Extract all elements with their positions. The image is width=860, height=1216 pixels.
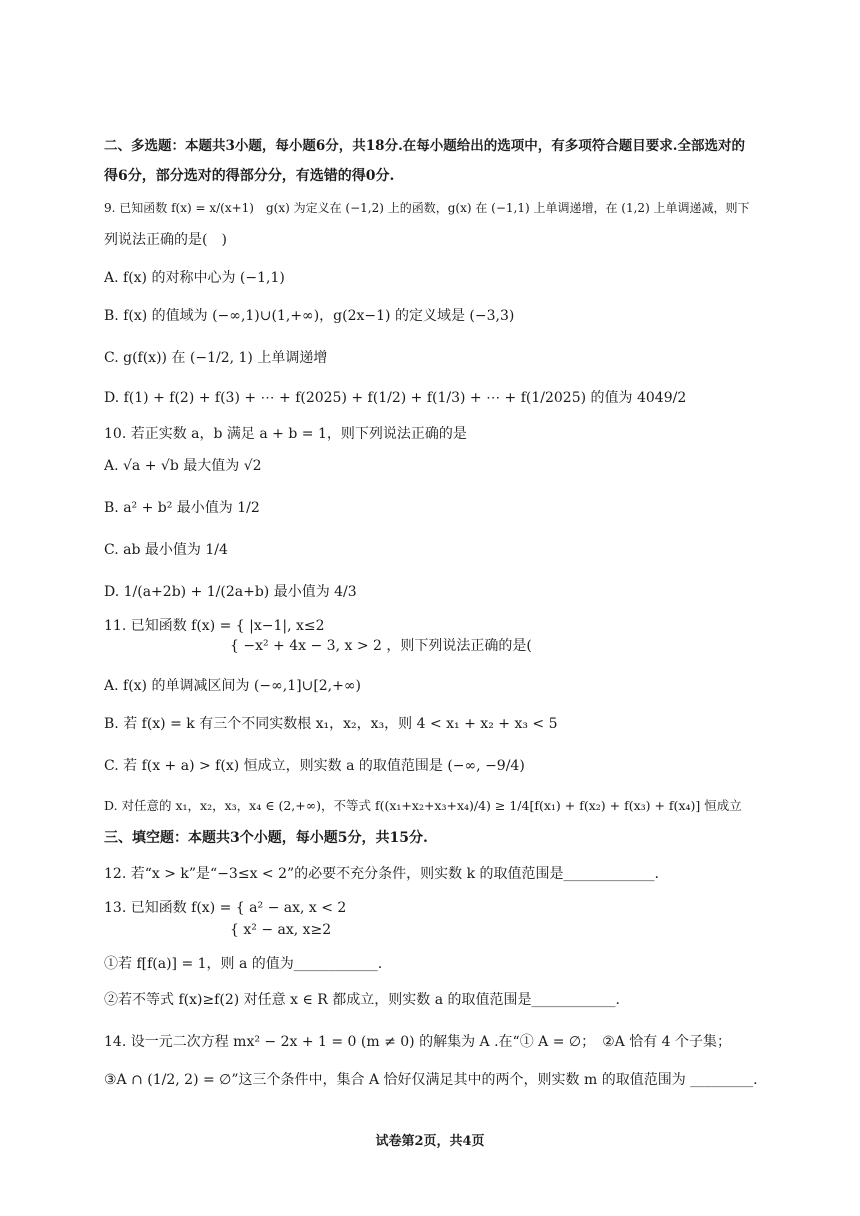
- q9-option-b: B. f(x) 的值域为 (−∞,1)∪(1,+∞)，g(2x−1) 的定义域是 (−3,3): [104, 308, 515, 324]
- q11-stem-line2: { −x² + 4x − 3, x > 2 ，则下列说法正确的是(: [104, 638, 532, 654]
- section3-header: 三、填空题：本题共3个小题，每小题5分，共15分.: [104, 830, 428, 846]
- q11-option-d: D. 对任意的 x₁，x₂，x₃，x₄ ∈ (2,+∞)，不等式 f((x₁+x₂+x₃+x₄)/4) ≥ 1/4[f(x₁) + f(x₂) + f(x₃) + f(x₄)] 恒成立: [104, 798, 742, 813]
- q9-stem-line2: 列说法正确的是( ): [104, 232, 227, 248]
- q10-option-b: B. a² + b² 最小值为 1/2: [104, 500, 260, 516]
- q11-stem-line1: 11. 已知函数 f(x) = { |x−1|, x≤2: [104, 618, 325, 634]
- q9-option-a: A. f(x) 的对称中心为 (−1,1): [104, 270, 285, 286]
- q14-stem-line2: ③A ∩ (1/2, 2) = ∅”这三个条件中，集合 A 恰好仅满足其中的两个，则实数 m 的取值范围为 _________.: [104, 1072, 758, 1088]
- q10-stem: 10. 若正实数 a，b 满足 a + b = 1，则下列说法正确的是: [104, 426, 467, 442]
- q11-option-c: C. 若 f(x + a) > f(x) 恒成立，则实数 a 的取值范围是 (−∞, −9/4): [104, 758, 525, 774]
- q10-option-a: A. √a + √b 最大值为 √2: [104, 458, 262, 474]
- q9-stem-line1: 9. 已知函数 f(x) = x/(x+1) g(x) 为定义在 (−1,2) 上的函数，g(x) 在 (−1,1) 上单调递增，在 (1,2) 上单调递减，则下: [104, 201, 750, 215]
- q10-option-d: D. 1/(a+2b) + 1/(2a+b) 最小值为 4/3: [104, 584, 357, 600]
- section2-header-line2: 得6分，部分选对的得部分分，有选错的得0分.: [104, 168, 395, 184]
- q14-stem-line1: 14. 设一元二次方程 mx² − 2x + 1 = 0 (m ≠ 0) 的解集为 A .在“① A = ∅； ②A 恰有 4 个子集；: [104, 1034, 732, 1050]
- q13-part2: ②若不等式 f(x)≥f(2) 对任意 x ∈ R 都成立，则实数 a 的取值范围是____________.: [104, 992, 620, 1008]
- q11-option-b: B. 若 f(x) = k 有三个不同实数根 x₁，x₂，x₃，则 4 < x₁ + x₂ + x₃ < 5: [104, 716, 558, 732]
- section2-header-line1: 二、多选题：本题共3小题，每小题6分，共18分.在每小题给出的选项中，有多项符合题目要求.全部选对的: [104, 138, 745, 154]
- q9-option-d: D. f(1) + f(2) + f(3) + ⋯ + f(2025) + f(1/2) + f(1/3) + ⋯ + f(1/2025) 的值为 4049/2: [104, 390, 687, 406]
- q13-stem-line1: 13. 已知函数 f(x) = { a² − ax, x < 2: [104, 900, 347, 916]
- q12-stem: 12. 若“x > k”是“−3≤x < 2”的必要不充分条件，则实数 k 的取值范围是_____________.: [104, 866, 659, 882]
- page-footer: 试卷第2页，共4页: [375, 1134, 485, 1149]
- q9-option-c: C. g(f(x)) 在 (−1/2, 1) 上单调递增: [104, 350, 328, 366]
- q11-option-a: A. f(x) 的单调减区间为 (−∞,1]∪[2,+∞): [104, 678, 361, 694]
- q13-stem-line2: { x² − ax, x≥2: [104, 922, 332, 938]
- q13-part1: ①若 f[f(a)] = 1，则 a 的值为____________.: [104, 956, 383, 972]
- q10-option-c: C. ab 最小值为 1/4: [104, 542, 228, 558]
